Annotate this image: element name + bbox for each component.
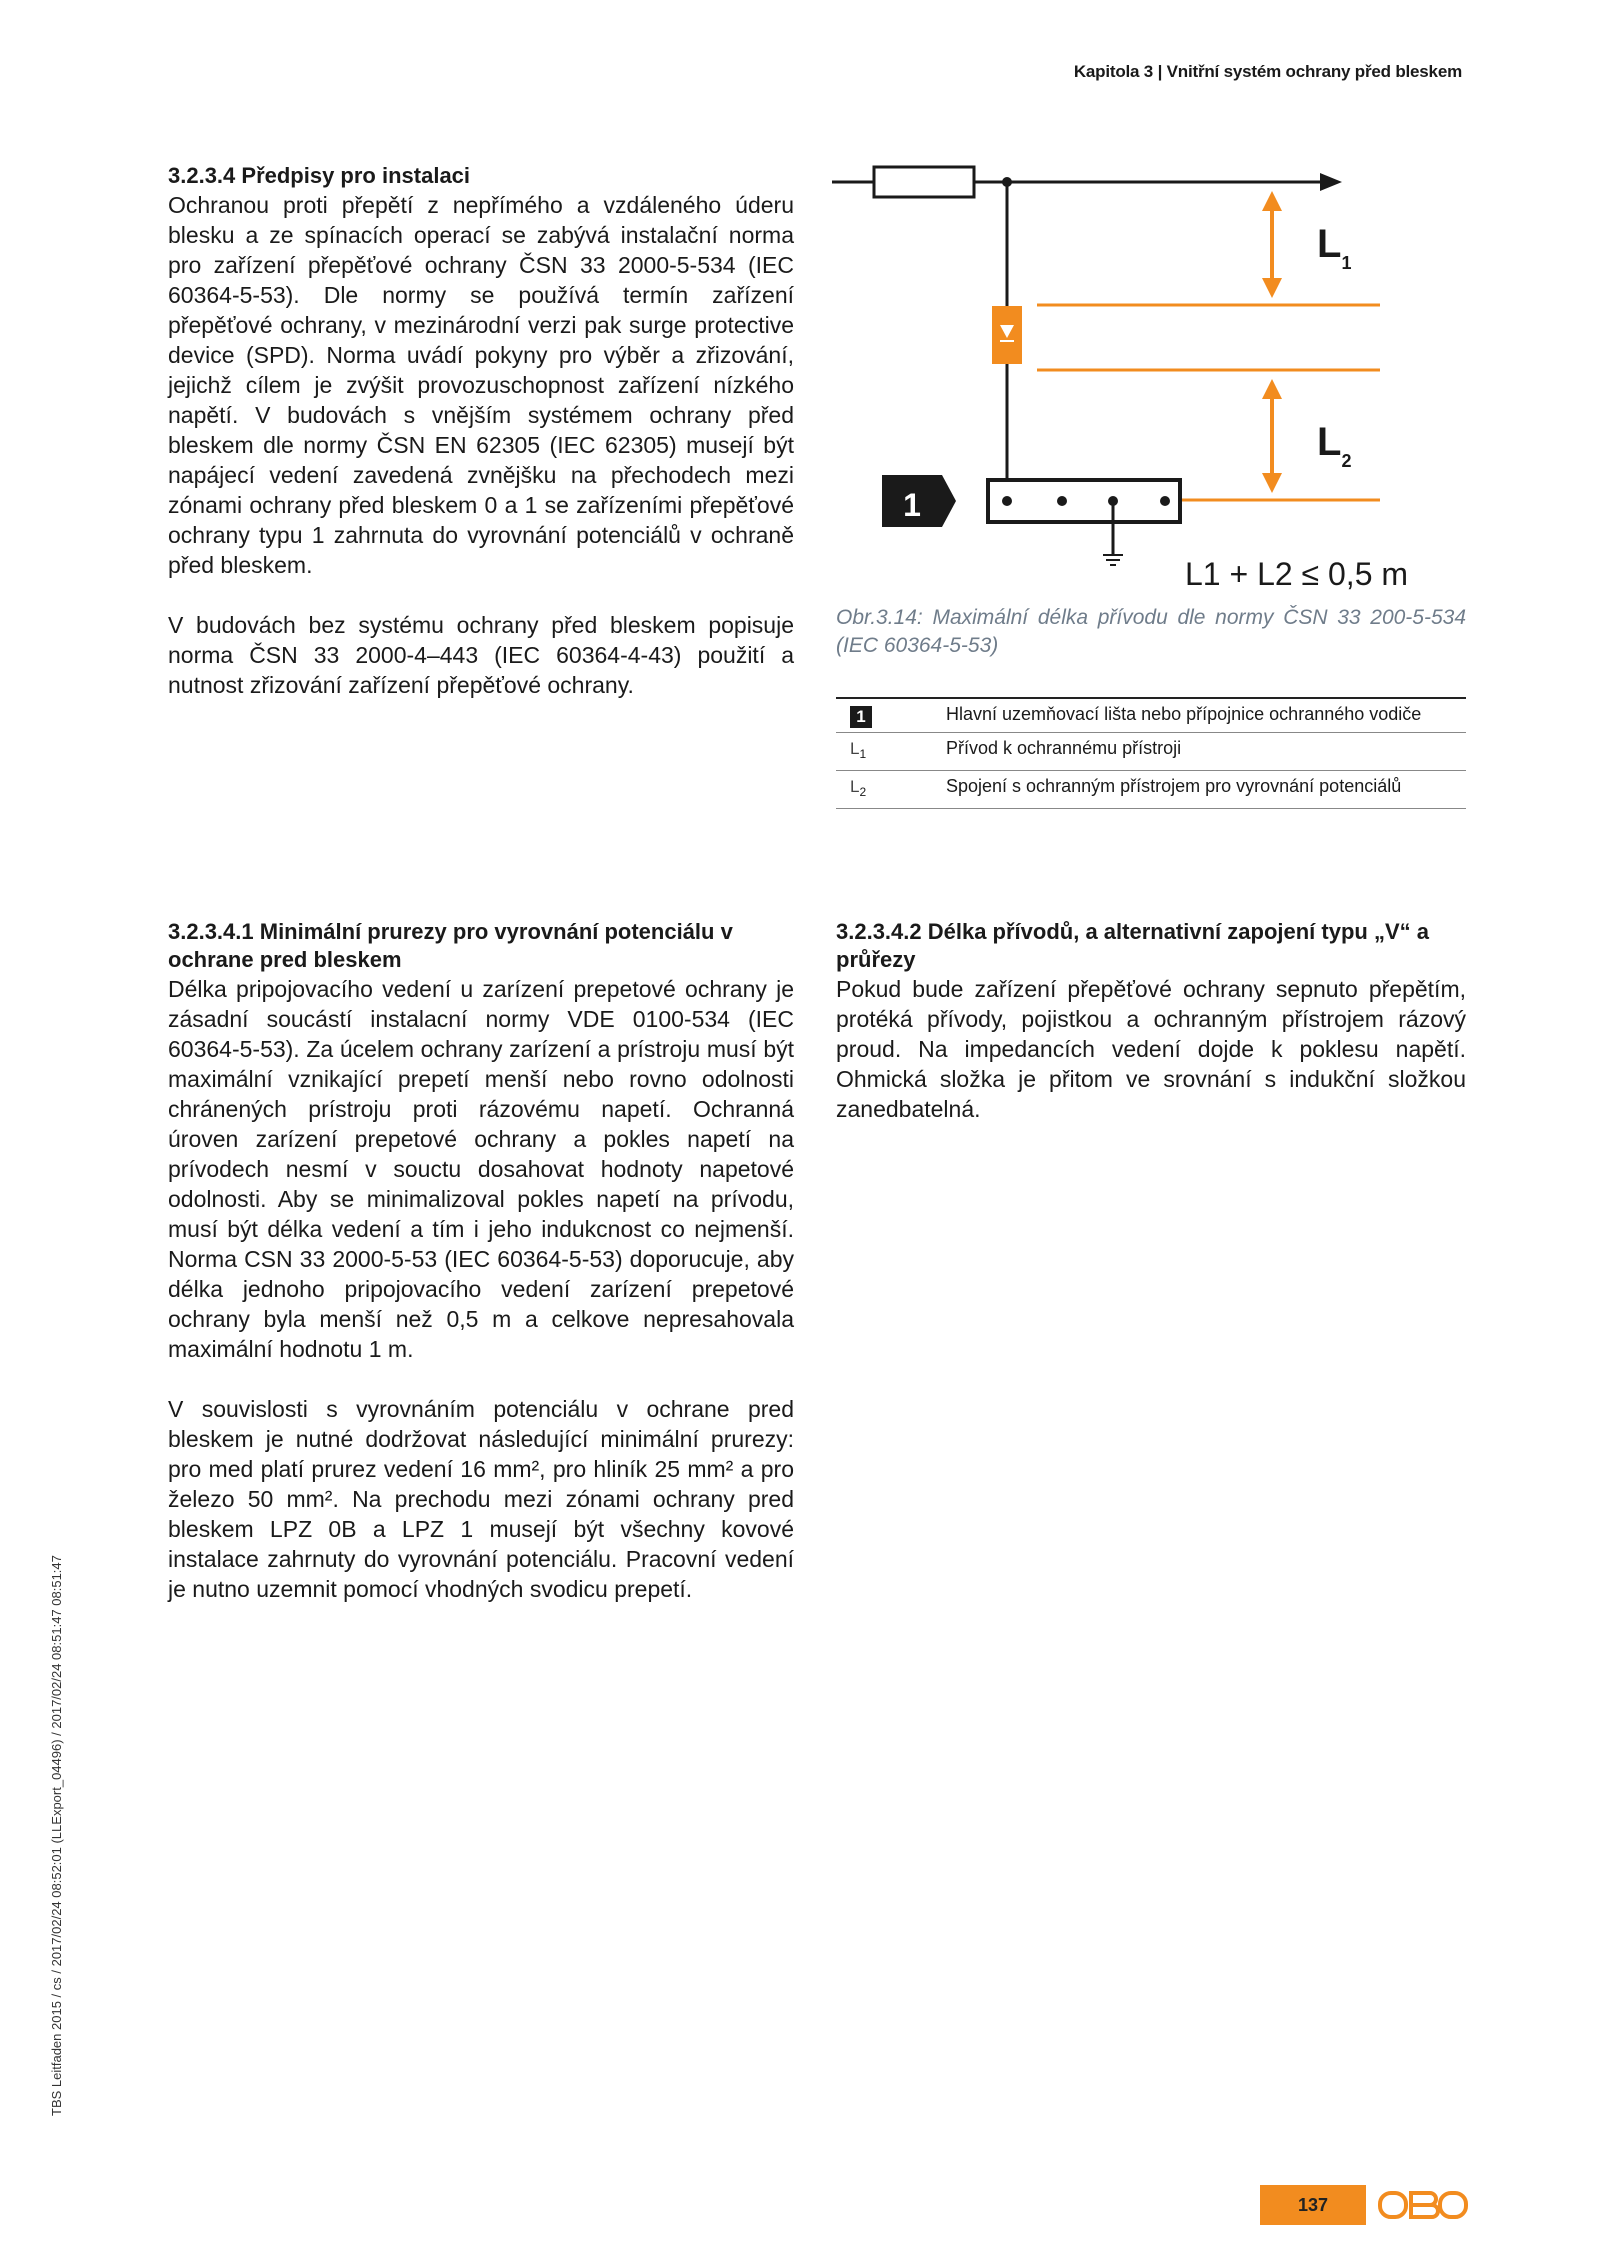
wiring-diagram — [830, 155, 1470, 600]
svg-text:1: 1 — [903, 487, 921, 523]
arrow-down-icon — [1262, 473, 1282, 493]
legend-key: 1 — [836, 698, 946, 733]
legend-key: $L_2$ — [836, 771, 946, 809]
section-title: 3.2.3.4.1 Minimální prurezy pro vyrovnání potenciálu v ochrane pred bleskem — [168, 919, 733, 972]
arrow-right-icon — [1320, 173, 1342, 191]
side-note: TBS Leitfaden 2015 / cs / 2017/02/24 08:52:01 (LLExport_04496) / 2017/02/24 08:51:47 08:51:47 — [49, 1555, 64, 2116]
section-delka-privodu — [836, 918, 1466, 1124]
arrow-down-icon — [1262, 278, 1282, 298]
legend-row — [836, 698, 1466, 733]
section-minimalni-prurezy — [168, 918, 794, 1604]
label-l2: $L_2$ — [1317, 420, 1352, 471]
legend-row — [836, 771, 1466, 809]
legend-text: Hlavní uzemňovací lišta nebo přípojnice ochranného vodiče — [946, 698, 1466, 733]
running-header: Kapitola 3 | Vnitřní systém ochrany před bleskem — [1073, 62, 1462, 81]
paragraph: V budovách bez systému ochrany před bleskem popisuje norma ČSN 33 2000-4–443 (IEC 60364-4-43) použití a nutnost zřizování zařízení přepěťové ochrany. — [168, 612, 794, 698]
section-predpisy — [168, 162, 794, 700]
figure-legend — [836, 697, 1466, 809]
arrow-up-icon — [1262, 379, 1282, 399]
paragraph: V souvislosti s vyrovnáním potenciálu v ochrane pred bleskem je nutné dodržovat následující minimální prurezy: pro med platí prurez vedení 16 mm², pro hliník 25 mm² a pro železo 50 mm². Na prechodu mezi zónami ochrany pred bleskem LPZ 0B a LPZ 1 musejí být všechny kovové instalace zahrnuty do vyrovnání potenciálu. Pracovní vedení je nutno uzemnit pomocí vhodných svodicu prepetí. — [168, 1396, 794, 1602]
legend-key: $L_1$ — [836, 733, 946, 771]
obo-logo — [1378, 2190, 1470, 2220]
legend-row — [836, 733, 1466, 771]
legend-text: Přívod k ochrannému přístroji — [946, 733, 1466, 771]
page-number: 137 — [1260, 2185, 1366, 2225]
label-l1: $L_1$ — [1317, 222, 1352, 273]
paragraph: Pokud bude zařízení přepěťové ochrany sepnuto přepětím, protéká přívody, pojistkou a ochranným přístrojem rázový proud. Na impedancích vedení dojde k poklesu napětí. Ohmická složka je přitom ve srovnání s indukční složkou zanedbatelná. — [836, 976, 1466, 1122]
paragraph: Délka pripojovacího vedení u zarízení prepetové ochrany je zásadní soucástí instalacní normy VDE 0100-534 (IEC 60364-5-53). Za úcelem ochrany zarízení a prístroju musí být maximální vznikající prepetí menší nebo rovno odolnosti chránených prístroju proti rázovému napetí. Ochranná úroven zarízení prepetové ochrany a pokles napetí na prívodech nesmí v souctu dosahovat hodnoty napetové odolnosti. Aby se minimalizoval pokles napetí na prívodu, musí být délka vedení a tím i jeho indukcnost co nejmenší. Norma CSN 33 2000-5-53 (IEC 60364-5-53) doporucuje, aby délka jednoho pripojovacího vedení zarízení prepetové ochrany byla menší než 0,5 m a celkove nepresahovala maximální hodnotu 1 m. — [168, 976, 794, 1362]
figure-caption: Obr.3.14: Maximální délka přívodu dle normy ČSN 33 200-5-534 (IEC 60364-5-53) — [836, 606, 1466, 657]
earthing-bar — [988, 480, 1180, 522]
section-title: 3.2.3.4 Předpisy pro instalaci — [168, 163, 471, 188]
legend-text: Spojení s ochranným přístrojem pro vyrovnání potenciálů — [946, 771, 1466, 809]
formula: L1 + L2 ≤ 0,5 m — [1185, 556, 1409, 592]
section-title: 3.2.3.4.2 Délka přívodů, a alternativní zapojení typu „V“ a průřezy — [836, 919, 1429, 972]
paragraph: Ochranou proti přepětí z nepřímého a vzdáleného úderu blesku a ze spínacích operací se zabývá instalační norma pro zařízení přepěťové ochrany ČSN 33 2000-5-534 (IEC 60364-5-53). Dle normy se používá termín zařízení přepěťové ochrany, v mezinárodní verzi pak surge protective device (SPD). Norma uvádí pokyny pro výběr a zřizování, jejichž cílem je zvýšit provozuschopnost zařízení nízkého napětí. V budovách s vnějším systémem ochrany před bleskem dle normy ČSN EN 62305 (IEC 62305) musejí být napájecí vedení zavedená zvnějšku na přechodech mezi zónami ochrany před bleskem 0 a 1 se zařízeními přepěťové ochrany typu 1 zahrnuta do vyrovnání potenciálů v ochraně před bleskem. — [168, 192, 794, 578]
arrow-up-icon — [1262, 191, 1282, 211]
fuse — [874, 167, 974, 197]
